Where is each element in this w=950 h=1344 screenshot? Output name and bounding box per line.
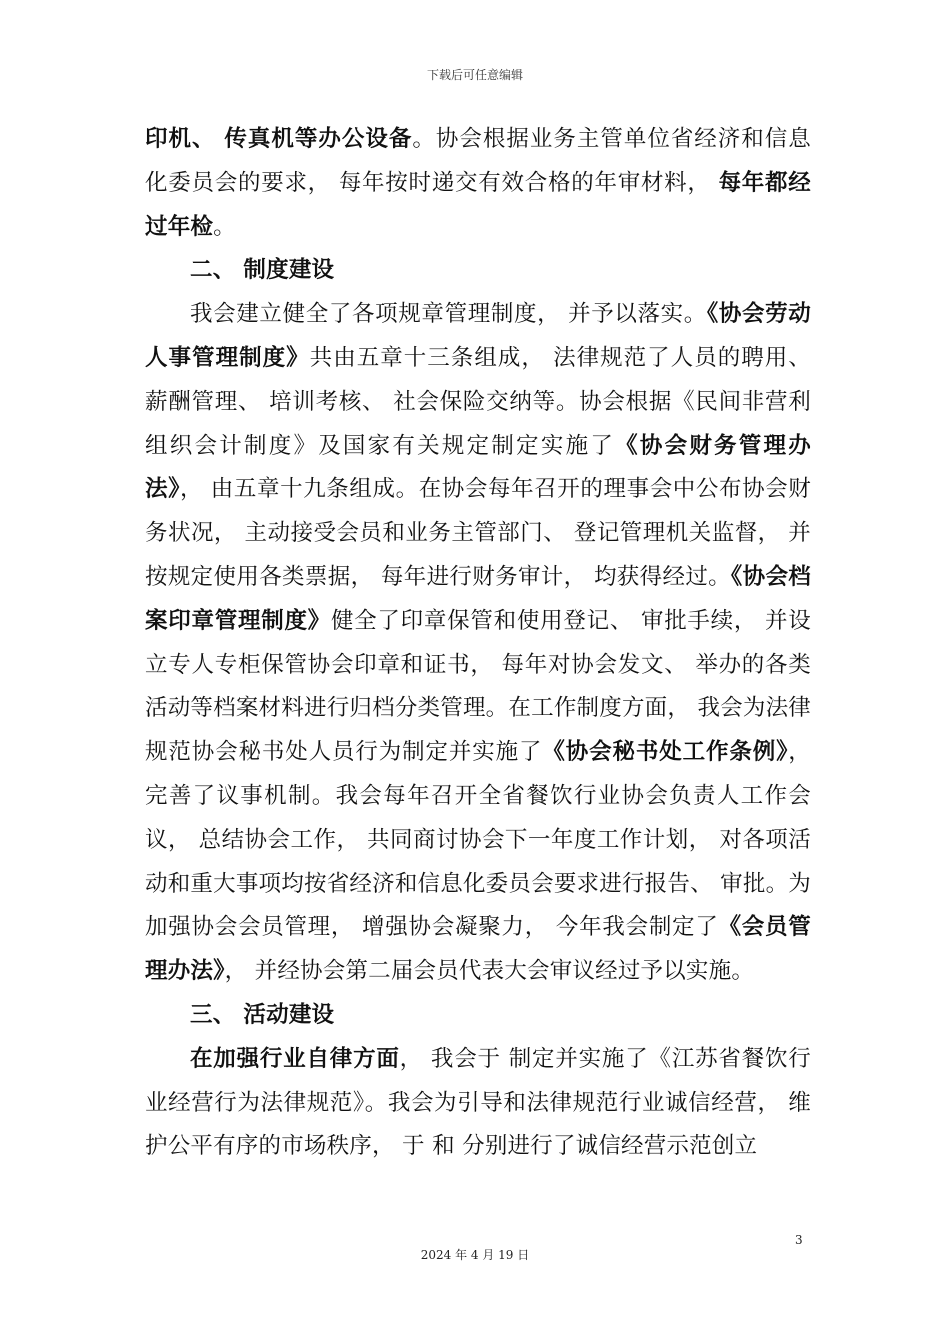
section-heading-system-building: 二、 制度建设	[190, 257, 335, 284]
paragraph-activity-building	[145, 1038, 811, 1169]
body-text: 健全了印章保管和使用登记、 审批手续， 并设立专人专柜保管协会印章和证书， 每年对协会发文、 举办的各类活动等档案材料进行归档分类管理。在工作制度方面， 我会为法律规范协会秘书处人员行为制定并实施了	[145, 607, 811, 766]
section-heading-activity-building: 三、 活动建设	[190, 1001, 335, 1028]
body-text: 我会建立健全了各项规章管理制度， 并予以落实。	[190, 301, 707, 328]
page-footer-date: 2024 年 4 月 19 日	[420, 1248, 530, 1262]
bold-text: 《协会财务管理办法》	[145, 432, 811, 503]
bold-text: 每年都经过年检	[145, 169, 811, 240]
body-text: ， 完善了议事机制。我会每年召开全省餐饮行业协会负责人工作会议， 总结协会工作， 共同商讨协会下一年度工作计划， 对各项活动和重大事项均按省经济和信息化委员会要求进行报告、 审批。为加强协会会员管理， 增强协会凝聚力， 今年我会制定了	[145, 739, 811, 941]
body-text: ， 我会于 制定并实施了《江苏省餐饮行业经营行为法律规范》。我会为引导和法律规范行业诚信经营， 维护公平有序的市场秩序， 于 和 分别进行了诚信经营示范创立	[145, 1045, 811, 1160]
body-text: ， 并经协会第二届会员代表大会审议经过予以实施。	[224, 958, 755, 985]
bold-text: 《协会档案印章管理制度》	[145, 563, 811, 634]
page-header: 下载后可任意编辑	[426, 68, 523, 82]
body-text: ， 由五章十九条组成。在协会每年召开的理事会中公布协会财务状况， 主动接受会员和业务主管部门、 登记管理机关监督， 并按规定使用各类票据， 每年进行财务审计， 均获得经过。	[145, 476, 811, 590]
bold-text: 《协会秘书处工作条例》	[542, 739, 789, 766]
bold-text: 《协会劳动人事管理制度》	[145, 301, 811, 371]
page-number: 3	[795, 1233, 803, 1247]
body-text: 。协会根据业务主管单位省经济和信息化委员会的要求， 每年按时递交有效合格的年审材料，	[145, 126, 812, 196]
bold-text: 在加强行业自律方面	[190, 1045, 400, 1072]
body-text: 。	[213, 213, 236, 240]
body-text: 共由五章十三条组成， 法律规范了人员的聘用、 薪酬管理、 培训考核、 社会保险交纳等。协会根据《民间非营利组织会计制度》及国家有关规定制定实施了	[145, 344, 811, 459]
paragraph-system-building	[145, 293, 811, 994]
bold-text: 印机、 传真机等办公设备	[145, 126, 413, 152]
bold-text: 《会员管理办法》	[145, 914, 811, 985]
document-body	[145, 118, 811, 1169]
paragraph-office-equipment	[145, 118, 811, 249]
